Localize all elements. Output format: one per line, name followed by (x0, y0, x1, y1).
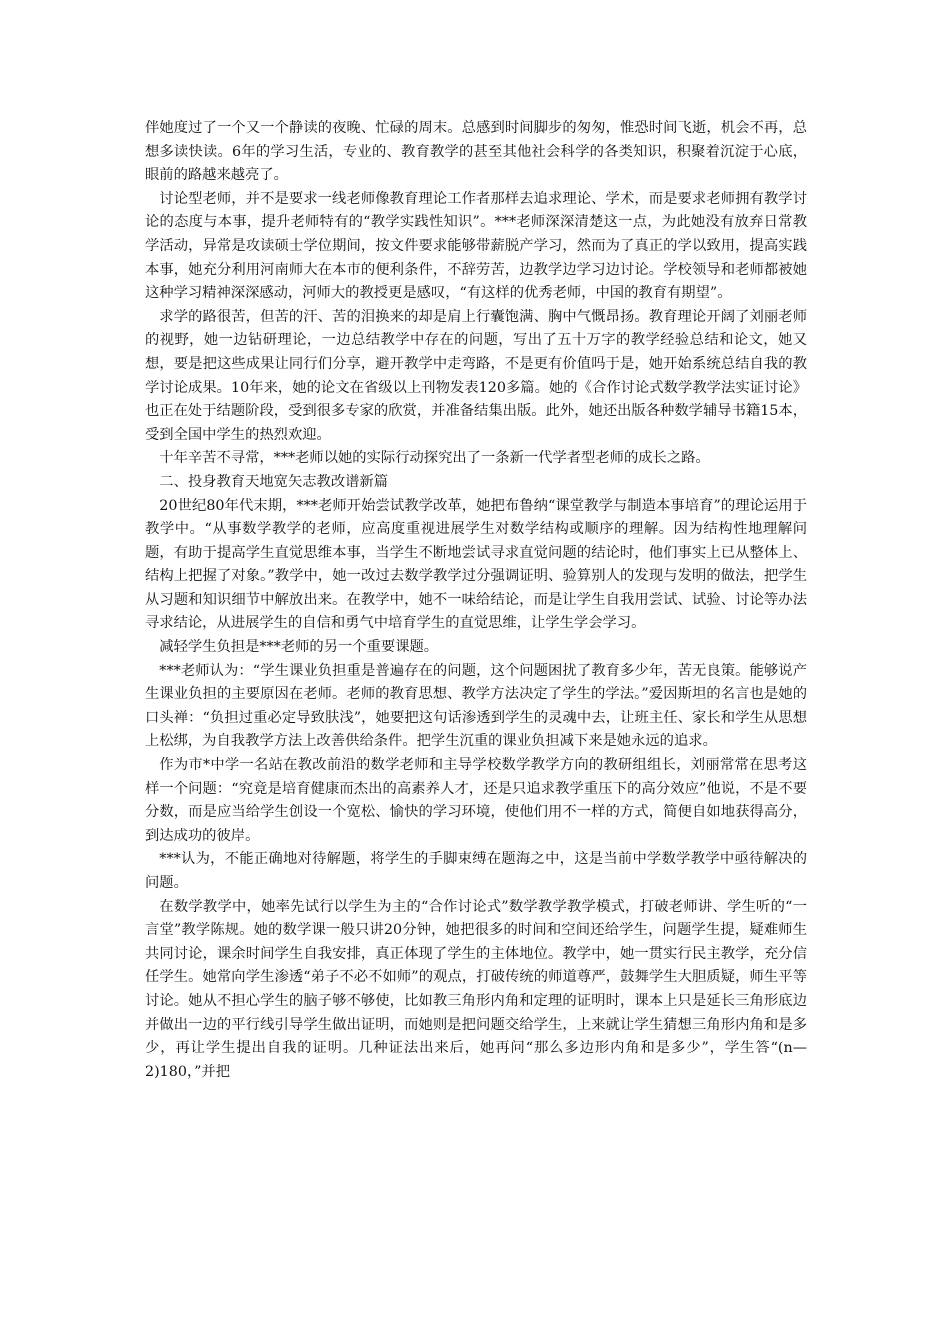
paragraph-study-life: 伴她度过了一个又一个静读的夜晚、忙碌的周末。总感到时间脚步的匆匆，惟恐时间飞逝，机会不再，总想多读快读。6年的学习生活，专业的、教育教学的甚至其他社会科学的各类知识，积聚着沉淀于心底，眼前的路越来越亮了。 (145, 120, 807, 184)
paragraph-teaching-reform: 20世纪80年代末期，***老师开始尝试教学改革，她把布鲁纳“课堂教学与制造本事培育”的理论运用于教学中。“从事数学教学的老师，应高度重视进展学生对数学结构或顺序的理解。因为结构性地理解问题，有助于提高学生直觉思维本事，当学生不断地尝试寻求直觉问题的结论时，他们事实上已从整体上、结构上把握了对象。”教学中，她一改过去数学教学过分强调证明、验算别人的发现与发明的做法，把学生从习题和知识细节中解放出来。在教学中，她不一味给结论，而是让学生自我用尝试、试验、讨论等办法寻求结论，从进展学生的自信和勇气中培育学生的直觉思维，让学生学会学习。 (145, 497, 807, 632)
paragraph-problem-solving: ***认为，不能正确地对待解题，将学生的手脚束缚在题海之中，这是当前中学数学教学中亟待解决的问题。 (145, 851, 807, 891)
paragraph-teacher-view: ***老师认为：“学生课业负担重是普遍存在的问题，这个问题困扰了教育多少年，苦无良策。能够说产生课业负担的主要原因在老师。老师的教育思想、教学方法决定了学生的学法。”爱因斯坦的名言也是她的口头禅：“负担过重必定导致肤浅”，她要把这句话渗透到学生的灵魂中去，让班主任、家长和学生从思想上松绑，为自我教学方法上改善供给条件。把学生沉重的课业负担减下来是她永远的追求。 (145, 662, 807, 750)
section-heading: 二、投身教育天地宽矢志教改谱新篇 (159, 473, 389, 490)
paragraph-research-teacher: 讨论型老师，并不是要求一线老师像教育理论工作者那样去追求理论、学术，而是要求老师拥有教学讨论的态度与本事，提升老师特有的“教学实践性知识”。***老师深深清楚这一点，为此她没有放弃日常教学活动，异常是攻读硕士学位期间，按文件要求能够带薪脱产学习，然而为了真正的学以致用，提高实践本事，她充分利用河南师大在本市的便利条件，不辞劳苦，边教学边学习边讨论。学校领导和老师都被她这种学习精神深深感动，河师大的教授更是感叹，“有这样的优秀老师，中国的教育有期望”。 (145, 190, 807, 302)
paragraph-thinking-question: 作为市*中学一名站在教改前沿的数学老师和主导学校数学教学方向的教研组组长，刘丽常常在思考这样一个问题：“究竟是培育健康而杰出的高素养人才，还是只追求教学重压下的高分效应”他说，不是不要分数，而是应当给学生创设一个宽松、愉快的学习环境，使他们用不一样的方式，简便自如地获得高分，到达成功的彼岸。 (145, 757, 807, 844)
paragraph-research-results: 求学的路很苦，但苦的汗、苦的泪换来的却是肩上行囊饱满、胸中气慨昂扬。教育理论开阔了刘丽老师的视野，她一边钻研理论，一边总结教学中存在的问题，写出了五十万字的教学经验总结和论文，她又想，要是把这些成果让同行们分享，避开教学中走弯路，不是更有价值吗于是，她开始系统总结自我的教学讨论成果。10年来，她的论文在省级以上刊物发表120多篇。她的《合作讨论式数学教学法实证讨论》也正在处于结题阶段，受到很多专家的欣赏，并准备结集出版。此外，她还出版各种数学辅导书籍15本，受到全国中学生的热烈欢迎。 (145, 308, 807, 443)
paragraph-reduce-burden: 减轻学生负担是***老师的另一个重要课题。 (159, 639, 439, 656)
document-page (145, 117, 807, 1084)
paragraph-ten-years: 十年辛苦不寻常，***老师以她的实际行动探究出了一条新一代学者型老师的成长之路。 (159, 450, 710, 467)
paragraph-cooperative-model: 在数学教学中，她率先试行以学生为主的“合作讨论式”数学教学教学模式，打破老师讲、学生听的“一言堂”教学陈规。她的数学课一般只讲20分钟，她把很多的时间和空间还给学生，问题学生提，疑难师生共同讨论，课余时间学生自我安排，真正体现了学生的主体地位。教学中，她一贯实行民主教学，充分信任学生。她常向学生渗透“弟子不必不如师”的观点，打破传统的师道尊严，鼓舞学生大胆质疑，师生平等讨论。她从不担心学生的脑子够不够使，比如教三角形内角和定理的证明时，课本上只是延长三角形底边并做出一边的平行线引导学生做出证明，而她则是把问题交给学生，上来就让学生猜想三角形内角和是多少，再让学生提出自我的证明。几种证法出来后，她再问“那么多边形内角和是多少”，学生答“(n—2)180，”并把 (145, 898, 807, 1080)
